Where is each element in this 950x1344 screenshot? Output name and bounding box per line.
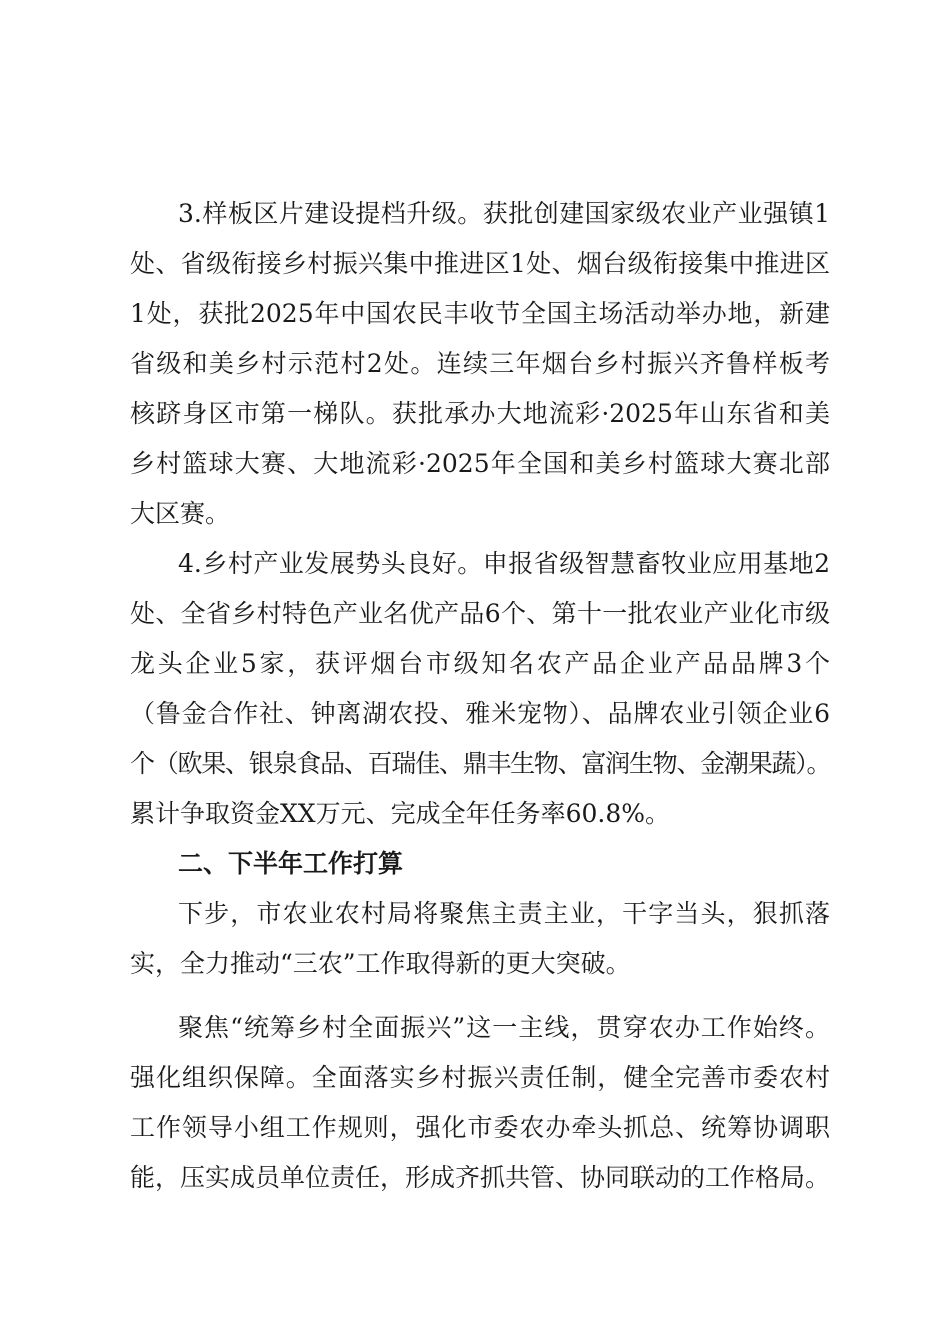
paragraph-intro-line-2: 实，全力推动“三农”工作取得新的更大突破。 <box>130 949 631 978</box>
paragraph-focus-line-3: 工作领导小组工作规则，强化市委农办牵头抓总、统筹协调职 <box>130 1113 830 1142</box>
paragraph-item-3-line-1: 3.样板区片建设提档升级。获批创建国家级农业产业强镇1 <box>178 199 830 228</box>
paragraph-item-3-line-3: 1处，获批2025年中国农民丰收节全国主场活动举办地，新建 <box>130 299 830 328</box>
paragraph-item-4-line-3: 龙头企业5家，获评烟台市级知名农产品企业产品品牌3个 <box>130 649 830 678</box>
paragraph-item-3-line-5: 核跻身区市第一梯队。获批承办大地流彩·2025年山东省和美 <box>130 399 830 428</box>
paragraph-item-4-line-2: 处、全省乡村特色产业名优产品6个、第十一批农业产业化市级 <box>130 599 830 628</box>
paragraph-item-3-line-2: 处、省级衔接乡村振兴集中推进区1处、烟台级衔接集中推进区 <box>130 249 830 278</box>
paragraph-item-4-line-5: 个（欧果、银泉食品、百瑞佳、鼎丰生物、富润生物、金潮果蔬）。 <box>130 749 830 778</box>
paragraph-focus-line-4: 能，压实成员单位责任，形成齐抓共管、协同联动的工作格局。 <box>130 1163 831 1192</box>
document-page <box>130 0 830 1344</box>
paragraph-focus-line-1: 聚焦“统筹乡村全面振兴”这一主线，贯穿农办工作始终。 <box>178 1013 830 1042</box>
paragraph-item-3-line-7: 大区赛。 <box>130 499 231 528</box>
paragraph-intro-line-1: 下步，市农业农村局将聚焦主责主业，干字当头，狠抓落 <box>178 899 830 928</box>
paragraph-focus-line-2: 强化组织保障。全面落实乡村振兴责任制，健全完善市委农村 <box>130 1063 830 1092</box>
paragraph-item-4-line-4: （鲁金合作社、钟离湖农投、雅米宠物）、品牌农业引领企业6 <box>130 699 830 728</box>
paragraph-item-4-line-1: 4.乡村产业发展势头良好。申报省级智慧畜牧业应用基地2 <box>178 549 830 578</box>
section-heading: 二、下半年工作打算 <box>178 849 404 878</box>
paragraph-item-3-line-6: 乡村篮球大赛、大地流彩·2025年全国和美乡村篮球大赛北部 <box>130 449 830 478</box>
paragraph-item-4-line-6: 累计争取资金XX万元、完成全年任务率60.8%。 <box>130 799 671 828</box>
paragraph-item-3-line-4: 省级和美乡村示范村2处。连续三年烟台乡村振兴齐鲁样板考 <box>130 349 830 378</box>
